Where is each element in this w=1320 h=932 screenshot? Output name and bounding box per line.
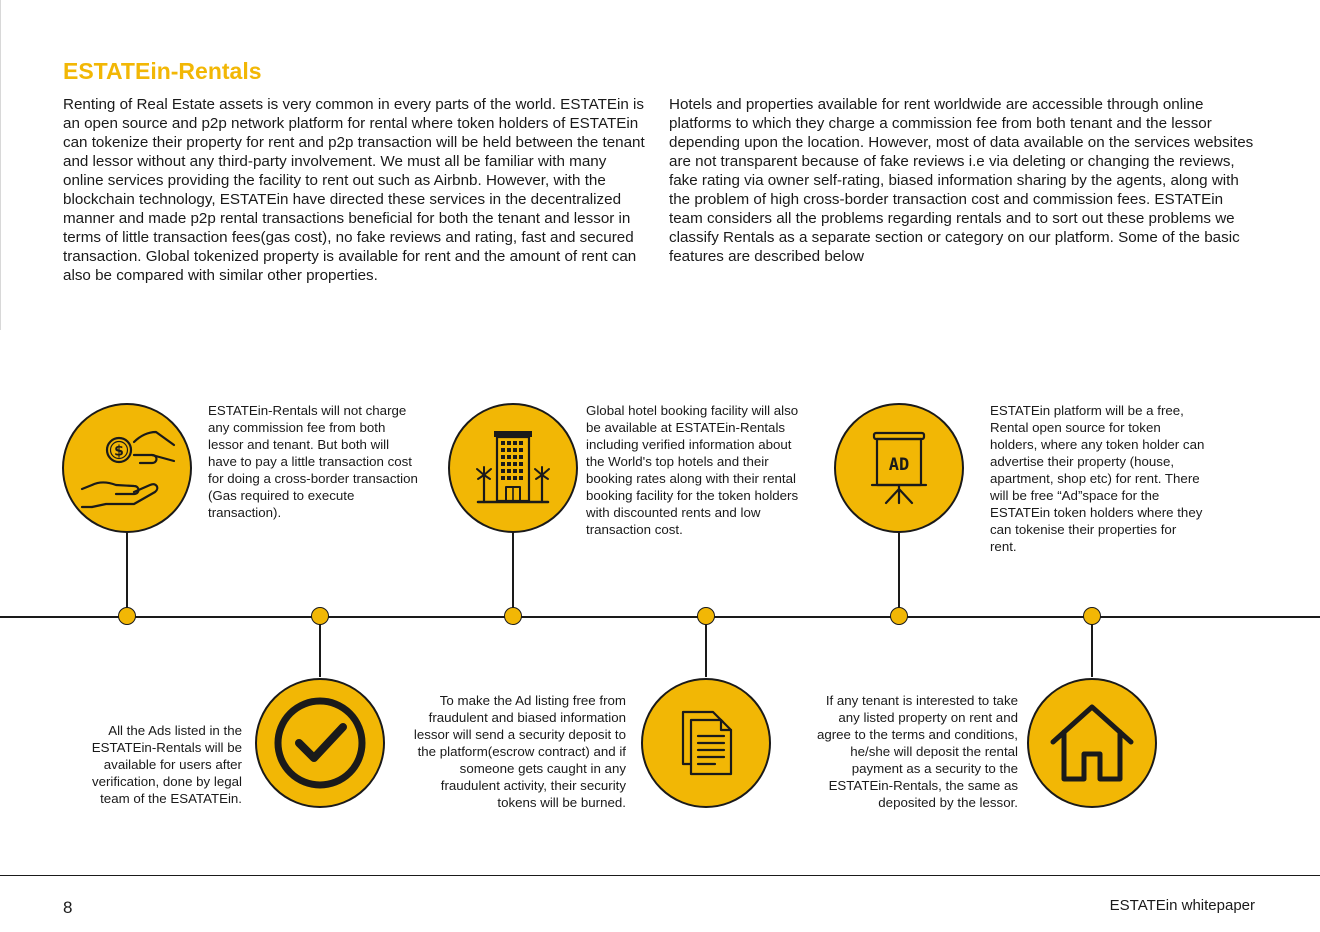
svg-text:$: $ [114,443,124,460]
feature-deposit-text: To make the Ad listing free from fraudulent and biased information lessor will send a security deposit to the platform(escrow contract) and if someone gets caught in any fraudulent activity, their security tokens will be burned. [413,693,626,810]
timeline-dot [1083,607,1101,625]
timeline-dot [311,607,329,625]
feature-commission-text: ESTATEin-Rentals will not charge any commission fee from both lessor and tenant. But both will have to pay a little transaction cost for doing a cross-border transaction (Gas required to execute transaction). [208,403,418,520]
timeline-dot [697,607,715,625]
timeline-stem [126,532,128,617]
feature-hotel-text: Global hotel booking facility will also be available at ESTATEin-Rentals including verified information about the World's top hotels and their booking rates along with their rental booking facility for the token holders with discounted rents and low transaction cost. [586,403,799,537]
money-hands-icon [62,403,192,533]
timeline-line [0,616,1320,618]
feature-ads-text: ESTATEin platform will be a free, Rental open source for token holders, where any token holder can advertise their property (house, apartment, shop etc) for rent. There will be free “Ad”space for the ESTATEin token holders where they can tokenise their properties for rent. [990,403,1205,554]
timeline-dot [118,607,136,625]
page-edge-rule [0,0,1,330]
timeline-dot [504,607,522,625]
ad-board-label: AD [888,455,910,475]
house-icon [1027,678,1157,808]
section-title: ESTATEin-Rentals [63,58,262,84]
checkmark-icon [255,678,385,808]
timeline-stem [512,532,514,617]
timeline-stem [1091,617,1093,677]
feature-tenant-text: If any tenant is interested to take any listed property on rent and agree to the terms and conditions, he/she will deposit the rental payment as a security to the ESTATEin-Rentals, the same as deposited by the lessor. [816,693,1018,810]
feature-verification-text: All the Ads listed in the ESTATEin-Rentals will be available for users after verification, done by legal team of the ESATATEin. [91,723,242,806]
timeline-stem [705,617,707,677]
timeline-stem [319,617,321,677]
intro-paragraph-left: Renting of Real Estate assets is very common in every parts of the world. ESTATEin is an open source and p2p network platform for rental where token holders of ESTATEin can tokenize their property for rent and p2p transaction will be held between the tenant and lessor without any third-party involvement. We must all be familiar with many online services providing the facility to rent out such as Airbnb. However, with the blockchain technology, ESTATEin have directed these services in the decentralized manner and made p2p rental transactions beneficial for both the tenant and lessor in terms of little transaction fees(gas cost), no fake reviews and rating, fast and secured transaction. Global tokenized property is available for rent and the amount of rent can also be compared with similar other properties. [63,96,645,284]
intro-paragraph-right: Hotels and properties available for rent worldwide are accessible through online platforms to which they charge a commission fee from both tenant and the lessor depending upon the location. However, most of data available on the services websites are not transparent because of fake reviews i.e via deleting or changing the reviews, fake rating via owner self-rating, biased information sharing by the agents, along with the problem of high cross-border transaction cost and commission fees. ESTATEin team considers all the problems regarding rentals and to sort out these problems we classify Rentals as a separate section or category on our platform. Some of the basic features are described below [669,96,1254,265]
ad-board-icon [834,403,964,533]
document-name: ESTATEin whitepaper [1109,897,1255,914]
timeline-dot [890,607,908,625]
footer-rule [0,875,1320,876]
timeline-stem [898,532,900,617]
hotel-building-icon [448,403,578,533]
page-number: 8 [63,898,73,917]
document-icon [641,678,771,808]
